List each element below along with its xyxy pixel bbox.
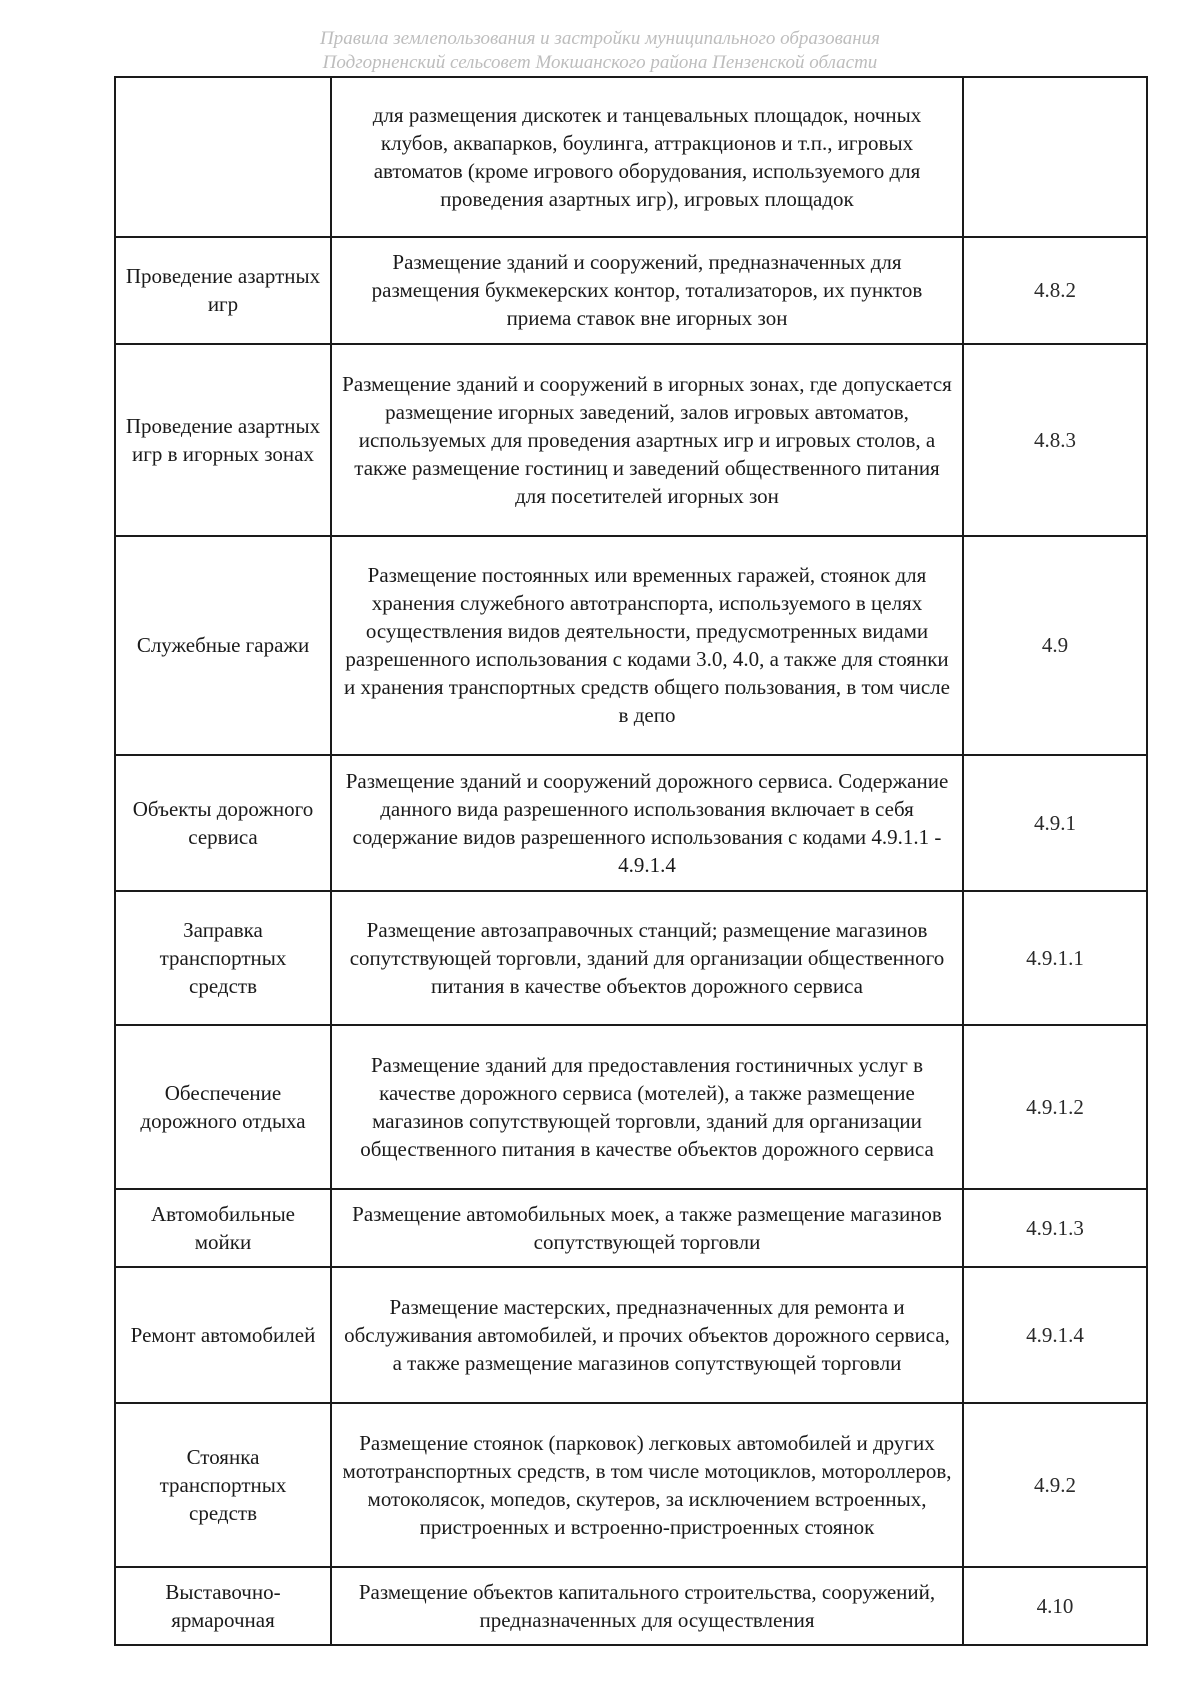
page-header (0, 27, 1200, 75)
use-code-cell: 4.9 (963, 536, 1147, 755)
use-name-cell: Ремонт автомобилей (115, 1267, 331, 1403)
use-description-cell: Размещение объектов капитального строительства, сооружений, предназначенных для осуществления (331, 1567, 963, 1645)
use-description-cell: Размещение зданий и сооружений дорожного сервиса. Содержание данного вида разрешенного использования включает в себя содержание видов разрешенного использования с кодами 4.9.1.1 - 4.9.1.4 (331, 755, 963, 891)
table-row (115, 1189, 1147, 1267)
use-name-cell (115, 77, 331, 237)
use-name-cell: Заправка транспортных средств (115, 891, 331, 1025)
use-code-cell: 4.9.1.4 (963, 1267, 1147, 1403)
use-description-cell: Размещение зданий и сооружений, предназначенных для размещения букмекерских контор, тотализаторов, их пунктов приема ставок вне игорных зон (331, 237, 963, 344)
use-description-cell: Размещение зданий для предоставления гостиничных услуг в качестве дорожного сервиса (мотелей), а также размещение магазинов сопутствующей торговли, зданий для организации общественного питания в качестве объектов дорожного сервиса (331, 1025, 963, 1189)
use-code-cell: 4.8.2 (963, 237, 1147, 344)
table-row (115, 891, 1147, 1025)
use-description-cell: для размещения дискотек и танцевальных площадок, ночных клубов, аквапарков, боулинга, аттракционов и т.п., игровых автоматов (кроме игрового оборудования, используемого для проведения азартных игр), игровых площадок (331, 77, 963, 237)
use-name-cell: Обеспечение дорожного отдыха (115, 1025, 331, 1189)
use-description-cell: Размещение автомобильных моек, а также размещение магазинов сопутствующей торговли (331, 1189, 963, 1267)
use-code-cell: 4.9.1.3 (963, 1189, 1147, 1267)
use-name-cell: Выставочно-ярмарочная (115, 1567, 331, 1645)
use-name-cell: Объекты дорожного сервиса (115, 755, 331, 891)
table-row (115, 1267, 1147, 1403)
table-row (115, 237, 1147, 344)
use-description-cell: Размещение автозаправочных станций; размещение магазинов сопутствующей торговли, зданий для организации общественного питания в качестве объектов дорожного сервиса (331, 891, 963, 1025)
use-description-cell: Размещение стоянок (парковок) легковых автомобилей и других мототранспортных средств, в том числе мотоциклов, мотороллеров, мотоколясок, мопедов, скутеров, за исключением встроенных, пристроенных и встроенно-пристроенных стоянок (331, 1403, 963, 1567)
table-row (115, 1567, 1147, 1645)
use-code-cell: 4.10 (963, 1567, 1147, 1645)
header-line-2: Подгорненский сельсовет Мокшанского района Пензенской области (322, 52, 878, 73)
use-name-cell: Автомобильные мойки (115, 1189, 331, 1267)
use-code-cell: 4.8.3 (963, 344, 1147, 536)
table-row (115, 1403, 1147, 1567)
use-name-cell: Служебные гаражи (115, 536, 331, 755)
table-row (115, 1025, 1147, 1189)
use-description-cell: Размещение зданий и сооружений в игорных зонах, где допускается размещение игорных заведений, залов игровых автоматов, используемых для проведения азартных игр и игровых столов, а также размещение гостиниц и заведений общественного питания для посетителей игорных зон (331, 344, 963, 536)
land-use-table (114, 76, 1148, 1646)
use-code-cell: 4.9.1.1 (963, 891, 1147, 1025)
use-code-cell (963, 77, 1147, 237)
use-name-cell: Проведение азартных игр в игорных зонах (115, 344, 331, 536)
use-code-cell: 4.9.1 (963, 755, 1147, 891)
use-code-cell: 4.9.1.2 (963, 1025, 1147, 1189)
use-description-cell: Размещение постоянных или временных гаражей, стоянок для хранения служебного автотранспорта, используемого в целях осуществления видов деятельности, предусмотренных видами разрешенного использования с кодами 3.0, 4.0, а также для стоянки и хранения транспортных средств общего пользования, в том числе в депо (331, 536, 963, 755)
table-row (115, 344, 1147, 536)
use-name-cell: Стоянка транспортных средств (115, 1403, 331, 1567)
use-description-cell: Размещение мастерских, предназначенных для ремонта и обслуживания автомобилей, и прочих объектов дорожного сервиса, а также размещение магазинов сопутствующей торговли (331, 1267, 963, 1403)
header-line-1: Правила землепользования и застройки муниципального образования (320, 28, 880, 49)
table-row (115, 77, 1147, 237)
table-row (115, 755, 1147, 891)
table-row (115, 536, 1147, 755)
use-code-cell: 4.9.2 (963, 1403, 1147, 1567)
use-name-cell: Проведение азартных игр (115, 237, 331, 344)
